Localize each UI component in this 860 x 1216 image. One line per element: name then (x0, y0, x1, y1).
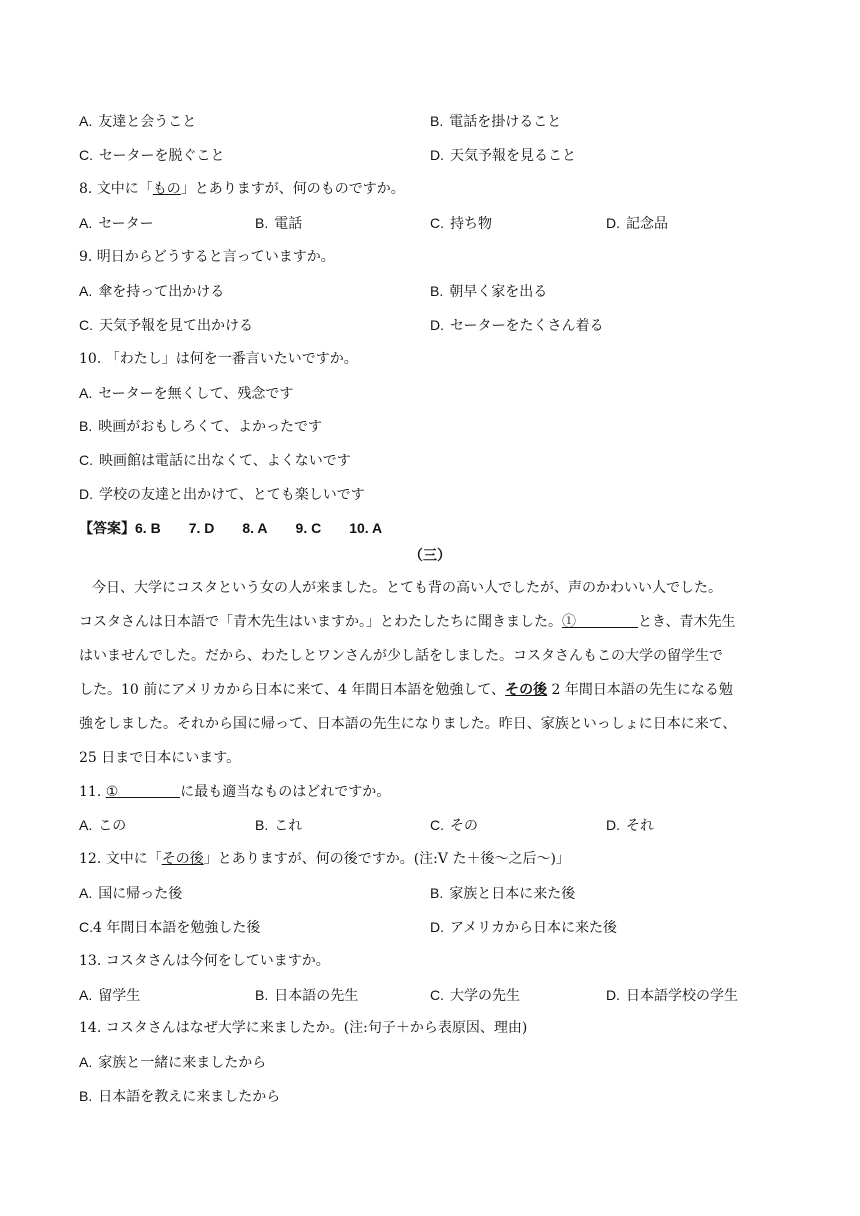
option-text: 電話 (274, 216, 303, 232)
q14-option-a (79, 1052, 266, 1073)
option-label: A. (79, 817, 93, 833)
q11-option-b (255, 815, 302, 836)
option-label: B. (430, 113, 444, 129)
q10-option-d (79, 484, 365, 505)
answer-label: 【答案】 (79, 521, 135, 537)
option-text: 映画がおもしろくて、よかったです (98, 419, 322, 435)
q13-option-c (430, 985, 520, 1006)
option-text: その (450, 818, 478, 834)
passage-line (79, 612, 735, 632)
option-label: D. (606, 817, 620, 833)
q13-stem: 13. コスタさんは今何をしていますか。 (79, 953, 330, 969)
option-label: B. (430, 885, 444, 901)
q12-option-c (79, 917, 260, 938)
option-label: B. (79, 1088, 93, 1104)
q8-option-b (255, 213, 302, 234)
q8-stem-post: 」とありますが、何のものですか。 (180, 181, 405, 197)
option-text: 留学生 (98, 988, 141, 1004)
q8-option-a (79, 213, 154, 234)
q11-option-c (430, 815, 478, 836)
option-label: D. (430, 147, 444, 163)
q13-option-d (606, 985, 738, 1006)
q9-stem: 9. 明日からどうすると言っていますか。 (79, 249, 335, 265)
question-number: 11. (79, 784, 102, 800)
option-text: アメリカから日本に来た後 (450, 920, 618, 936)
q9-option-d (430, 315, 603, 336)
option-text: 持ち物 (450, 216, 492, 232)
option-text: 家族と一緒に来ましたから (98, 1055, 267, 1071)
q12-stem (79, 849, 570, 869)
q12-stem-pre: 12. 文中に「 (79, 851, 162, 867)
option-text: この (98, 818, 127, 834)
q8-stem-pre: 8. 文中に「 (79, 181, 153, 197)
blank-line (576, 613, 638, 628)
option-label: D. (430, 317, 444, 333)
passage-line: 強をしました。それから国に帰って、日本語の先生になりました。昨日、家族といっしょに日本に来て、 (79, 716, 737, 732)
option-label: C. (430, 215, 444, 231)
q14-option-b (79, 1086, 280, 1107)
q13-option-b (255, 985, 358, 1006)
q8-stem-underlined: もの (152, 181, 181, 197)
option-text: 傘を持って出かける (98, 284, 225, 300)
option-label: D. (79, 486, 93, 502)
option-label: C. (79, 317, 93, 333)
q8-stem (79, 179, 405, 199)
option-label: B. (255, 817, 269, 833)
option-text: 家族と日本に来た後 (449, 886, 576, 902)
q12-option-d (430, 917, 617, 938)
option-label: A. (79, 1054, 93, 1070)
option-label: D. (606, 215, 620, 231)
option-label: B. (79, 418, 93, 434)
option-text: セーターを脱ぐこと (99, 148, 225, 164)
answer-item: 7. D (188, 520, 215, 536)
passage-text: コスタさんは日本語で「青木先生はいますか。」とわたしたちに聞きました。 (79, 614, 562, 630)
blank-line (118, 783, 180, 798)
passage-line: 今日、大学にコスタという女の人が来ました。とても背の高い人でしたが、声のかわいい人でした。 (92, 580, 722, 596)
option-text: 電話を掛けること (449, 114, 562, 130)
option-text: 天気予報を見て出かける (99, 318, 253, 334)
answer-key (79, 518, 410, 539)
answer-item: 6. B (135, 520, 161, 536)
option-text: セーターをたくさん着る (450, 318, 604, 334)
option-label: B. (255, 215, 269, 231)
option-label: A. (79, 987, 93, 1003)
q7-option-b (430, 111, 561, 132)
option-text: 日本語の先生 (274, 988, 359, 1004)
option-label: A. (79, 885, 93, 901)
q14-stem: 14. コスタさんはなぜ大学に来ましたか。(注:句子＋から表原因、理由) (79, 1020, 528, 1036)
q10-option-b (79, 416, 322, 437)
option-label: D. (606, 987, 620, 1003)
q8-option-d (606, 213, 668, 234)
option-text: 国に帰った後 (98, 886, 183, 902)
option-label: C. (430, 987, 444, 1003)
q11-option-a (79, 815, 126, 836)
option-text: 日本語学校の学生 (626, 988, 738, 1004)
answer-item: 9. C (295, 520, 322, 536)
q12-stem-post: 」とありますが、何の後ですか。(注:V た＋後～之后～)」 (203, 851, 570, 867)
option-label: C. (79, 919, 93, 935)
passage-line (79, 680, 733, 700)
option-text: 天気予報を見ること (450, 148, 576, 164)
q11-stem (79, 782, 390, 802)
option-label: C. (79, 452, 93, 468)
option-label: A. (79, 385, 93, 401)
option-label: B. (255, 987, 269, 1003)
blank-marker: ① (105, 784, 119, 800)
option-text: 4 年間日本語を勉強した後 (93, 920, 261, 936)
q12-stem-underlined: その後 (161, 851, 204, 867)
blank-marker: ① (562, 614, 576, 630)
section-title: （三） (409, 548, 451, 564)
q9-option-b (430, 281, 547, 302)
option-label: D. (430, 919, 444, 935)
option-text: これ (274, 818, 303, 834)
q7-option-a (79, 111, 196, 132)
q9-option-c (79, 315, 253, 336)
answer-item: 8. A (242, 520, 268, 536)
q11-stem-text: に最も適当なものはどれですか。 (180, 784, 391, 800)
option-label: C. (430, 817, 444, 833)
option-label: A. (79, 113, 93, 129)
option-text: 学校の友達と出かけて、とても楽しいです (99, 487, 365, 503)
q10-option-c (79, 450, 351, 471)
q9-option-a (79, 281, 224, 302)
q12-option-a (79, 883, 182, 904)
passage-text: した。10 前にアメリカから日本に来て、4 年間日本語を勉強して、 (79, 682, 506, 698)
q8-option-c (430, 213, 492, 234)
option-label: A. (79, 215, 93, 231)
option-text: 映画館は電話に出なくて、よくないです (99, 453, 351, 469)
option-text: セーターを無くして、残念です (98, 386, 294, 402)
passage-line: 25 日まで日本にいます。 (79, 750, 241, 766)
passage-line: はいませんでした。だから、わたしとワンさんが少し話をしました。コスタさんもこの大学の留学生で (79, 648, 723, 664)
answer-item: 10. A (349, 520, 383, 536)
q10-option-a (79, 383, 293, 404)
option-label: A. (79, 283, 93, 299)
passage-text: 2 年間日本語の先生になる勉 (547, 682, 733, 698)
passage-emphasis: その後 (505, 682, 548, 698)
q11-option-d (606, 815, 654, 836)
q7-option-d (430, 145, 576, 166)
option-label: B. (430, 283, 444, 299)
q10-stem: 10. 「わたし」は何を一番言いたいですか。 (79, 351, 358, 367)
option-text: 記念品 (626, 216, 668, 232)
option-text: 朝早く家を出る (449, 284, 548, 300)
q7-option-c (79, 145, 224, 166)
option-text: 友達と会うこと (98, 114, 197, 130)
option-text: セーター (98, 216, 154, 232)
option-text: 日本語を教えに来ましたから (98, 1089, 281, 1105)
option-text: それ (626, 818, 654, 834)
q13-option-a (79, 985, 140, 1006)
passage-text: とき、青木先生 (638, 614, 736, 630)
option-label: C. (79, 147, 93, 163)
q12-option-b (430, 883, 575, 904)
option-text: 大学の先生 (450, 988, 520, 1004)
